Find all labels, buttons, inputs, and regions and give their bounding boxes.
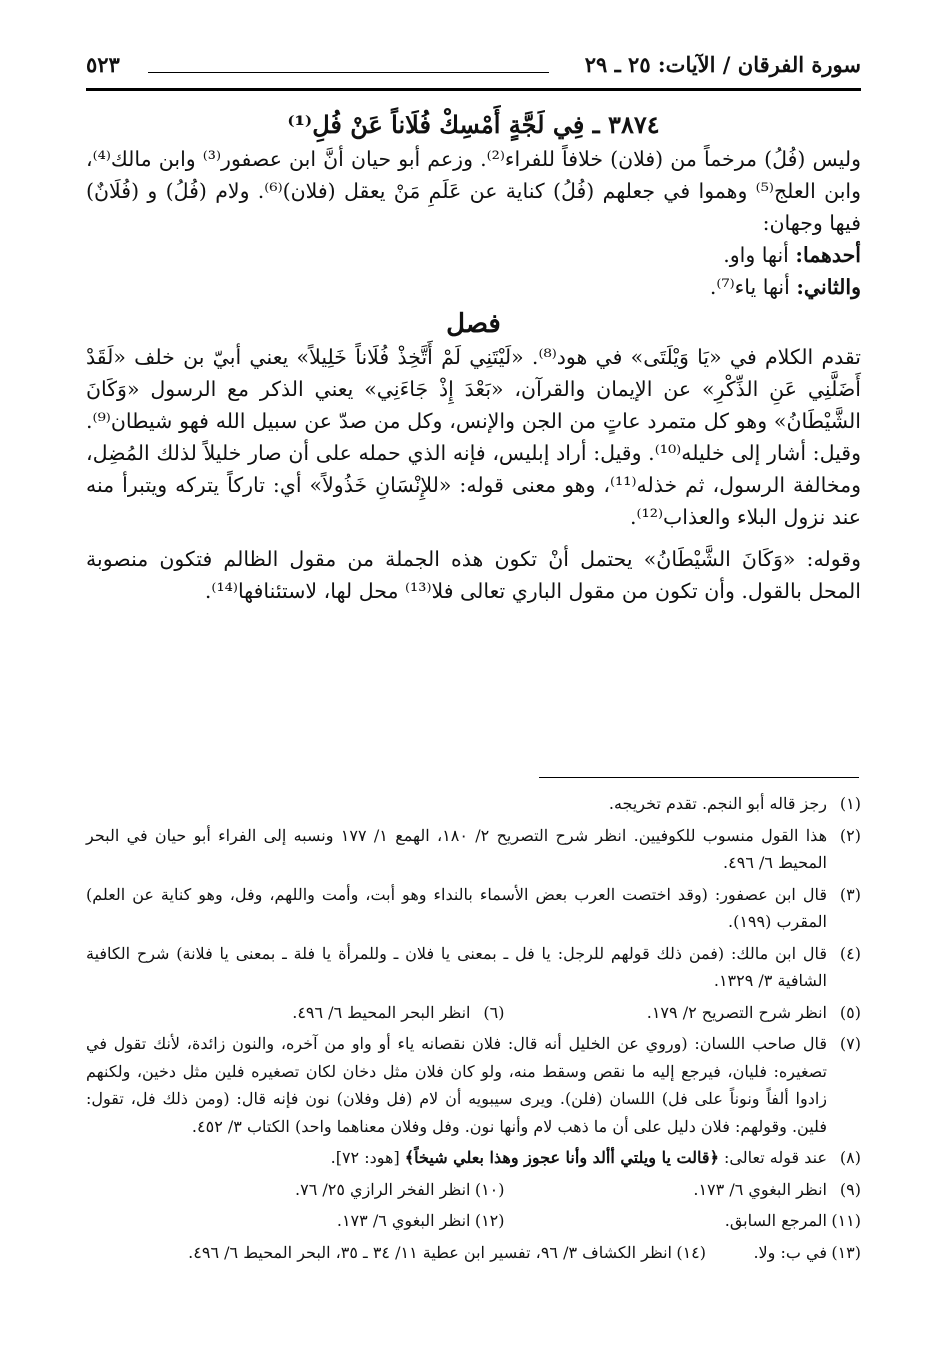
footnote-text: في ب: ولا. xyxy=(753,1242,827,1262)
paragraph-3: وقوله: «وَكَانَ الشَّيْطَانُ» يحتمل أنْ تكون هذه الجملة من مقول الظالم فتكون منصوبة المحل بالقول. وأن تكون من مقول الباري تعالى فلا⁽¹³⁾ محل لها، لاستئنافها⁽¹⁴⁾. xyxy=(86,547,861,603)
item-first-text: أنها واو. xyxy=(723,243,796,267)
footnote-number: (٣) xyxy=(839,884,861,904)
footnote xyxy=(86,790,861,818)
verse-line: ٣٨٧٤ ـ فِي لَجَّةٍ أَمْسِكْ فُلَاناً عَنْ فُلِ⁽¹⁾ xyxy=(287,110,660,139)
item-second-text: أنها ياء⁽⁷⁾. xyxy=(709,275,797,299)
footnote-number: (١١) xyxy=(831,1211,861,1230)
footnote-number: (١) xyxy=(839,794,861,813)
footnote-text: انظر البحر المحيط ٦/ ٤٩٦. xyxy=(292,1002,471,1022)
footnote-number: (٦) xyxy=(483,1002,505,1022)
quran-quote: ﴿قالت يا ويلتي أألد وأنا عجوز وهذا بعلي شيخاً﴾ xyxy=(404,1148,719,1167)
footnote-number: (٨) xyxy=(839,1148,861,1167)
footnote xyxy=(86,881,861,936)
footnote-text: انظر الفخر الرازي ٢٥/ ٧٦. xyxy=(295,1179,471,1199)
footnote-number: (١٠) xyxy=(474,1179,505,1199)
footnote-pair xyxy=(86,1207,861,1235)
footnote-number: (٢) xyxy=(839,825,861,845)
footnote xyxy=(86,940,861,995)
footnote-pair xyxy=(86,1176,861,1204)
header-rule xyxy=(86,88,861,91)
footnote xyxy=(86,1144,861,1172)
footnotes xyxy=(86,790,861,1270)
footnote-number: (١٣) xyxy=(831,1242,861,1262)
item-second-label: والثاني: xyxy=(796,275,861,299)
paragraph-2: تقدم الكلام في «يَا وَيْلَتَى» في هود⁽⁸⁾. «لَيْتَنِي لَمْ أَتَّخِذْ فُلَاناً خَلِيلاً» يعني أبيّ بن خلف «لَقَدْ أَضَلَّنِي عَنِ الذِّكْرِ» عن الإيمان والقرآن، «بَعْدَ إِذْ جَاءَنِي» يعني الذكر مع الرسول «وَكَانَ الشَّيْطَانُ» وهو كل متمرد عاتٍ من الجن والإنس، وكل من صدّ عن سبيل الله فهو شيطان⁽⁹⁾. وقيل: أشار إلى خليله⁽¹⁰⁾. وقيل: أراد إبليس، فإنه الذي حمله على أن صار خليلاً لذلك المُضِل، ومخالفة الرسول، ثم خذله⁽¹¹⁾، وهو معنى قوله: «للإِنْسَانِ خَذُولاً» أي: تاركاً يتركه ويتبرأ منه عند نزول البلاء والعذاب⁽¹²⁾. xyxy=(86,345,861,529)
footnote-text: عند قوله تعالى: xyxy=(718,1148,827,1167)
footnote-text: قال ابن عصفور: (وقد اختصت العرب بعض الأسماء بالنداء وهو أبت، وأمت واللهم، وفل، وهو كناية عن العلم) المقرب (١٩٩). xyxy=(86,884,828,931)
footnote-text: قال ابن مالك: (فمن ذلك قولهم للرجل: يا فل ـ بمعنى يا فلان ـ وللمرأة يا فلة ـ بمعنى يا فلانة) شرح الكافية الشافية ٣/ ١٣٢٩. xyxy=(86,943,827,990)
footnote-number: (١٤) xyxy=(676,1242,706,1262)
footnote-text: انظر الكشاف ٣/ ٩٦، تفسير ابن عطية ١١/ ٣٤ ـ ٣٥، البحر المحيط ٦/ ٤٩٦. xyxy=(188,1242,672,1262)
main-text xyxy=(86,104,861,607)
footnote-number: (٧) xyxy=(839,1034,861,1053)
paragraph-1: وليس (فُلُ) مرخماً من (فلان) خلافاً للفراء⁽²⁾. وزعم أبو حيان أنَّ ابن عصفور⁽³⁾ وابن مالك⁽⁴⁾، وابن العلج⁽⁵⁾ وهموا في جعلهم (فُلُ) كناية عن عَلَمِ مَنْ يعقل (فلان)⁽⁶⁾. ولام (فُلُ) و (فُلَانٌ) فيها وجهان: xyxy=(86,147,861,235)
footnote-rule xyxy=(539,777,859,778)
footnote-number: (٩) xyxy=(839,1179,861,1199)
running-title: سورة الفرقان / الآيات: ٢٥ ـ ٢٩ xyxy=(584,52,861,77)
item-second xyxy=(86,271,861,303)
section-heading: فصل xyxy=(446,309,501,339)
footnote-text: هذا القول منسوب للكوفيين. انظر شرح التصريح ٢/ ١٨٠، الهمع ١/ ١٧٧ ونسبه إلى الفراء أبو حيان في البحر المحيط ٦/ ٤٩٦. xyxy=(86,825,828,872)
item-first xyxy=(86,239,861,271)
footnote xyxy=(86,822,861,877)
footnote-text: انظر شرح التصريح ٢/ ١٧٩. xyxy=(646,1002,827,1022)
footnote-text: انظر البغوي ٦/ ١٧٣. xyxy=(336,1211,471,1230)
page-header xyxy=(86,50,861,90)
footnote-pair xyxy=(86,999,861,1027)
footnote-text: قال صاحب اللسان: (وروي عن الخليل أنه قال: فلان نقصانه ياء أو واو من آخره، والنون زائدة، لأنك تقول في تصغيره: فليان، فيرجع إليه ما نقص وسقط منه، ولو كان فلان مثل دخان لكان تصغيره فلين مثل دخين، ولكنهم زادوا ألفاً ونوناً على فل) اللسان (فلن). ويرى سيبويه أن لام (فل وفلان) نون فإنه قال: (ومن ذلك فل، تقول: فلين. وقولهم: فلان دليل على أن ما ذهب لام وأنها نون. وفل وفلان معناهما واحد) الكتاب ٣/ ٤٥٢. xyxy=(86,1034,828,1136)
footnote-text: انظر البغوي ٦/ ١٧٣. xyxy=(693,1179,827,1199)
footnote-text: رجز قاله أبو النجم. تقدم تخريجه. xyxy=(608,794,827,813)
header-line xyxy=(148,72,549,73)
item-first-label: أحدهما: xyxy=(795,243,861,267)
footnote xyxy=(86,1030,861,1140)
footnote-pair xyxy=(86,1239,861,1267)
footnote-number: (٥) xyxy=(839,1002,861,1022)
footnote-number: (١٢) xyxy=(474,1211,505,1230)
footnote-text: المرجع السابق. xyxy=(724,1211,827,1230)
page-number: ٥٢٣ xyxy=(86,52,120,77)
footnote-number: (٤) xyxy=(839,943,861,963)
footnote-reference: [هود: ٧٢]. xyxy=(330,1148,405,1167)
